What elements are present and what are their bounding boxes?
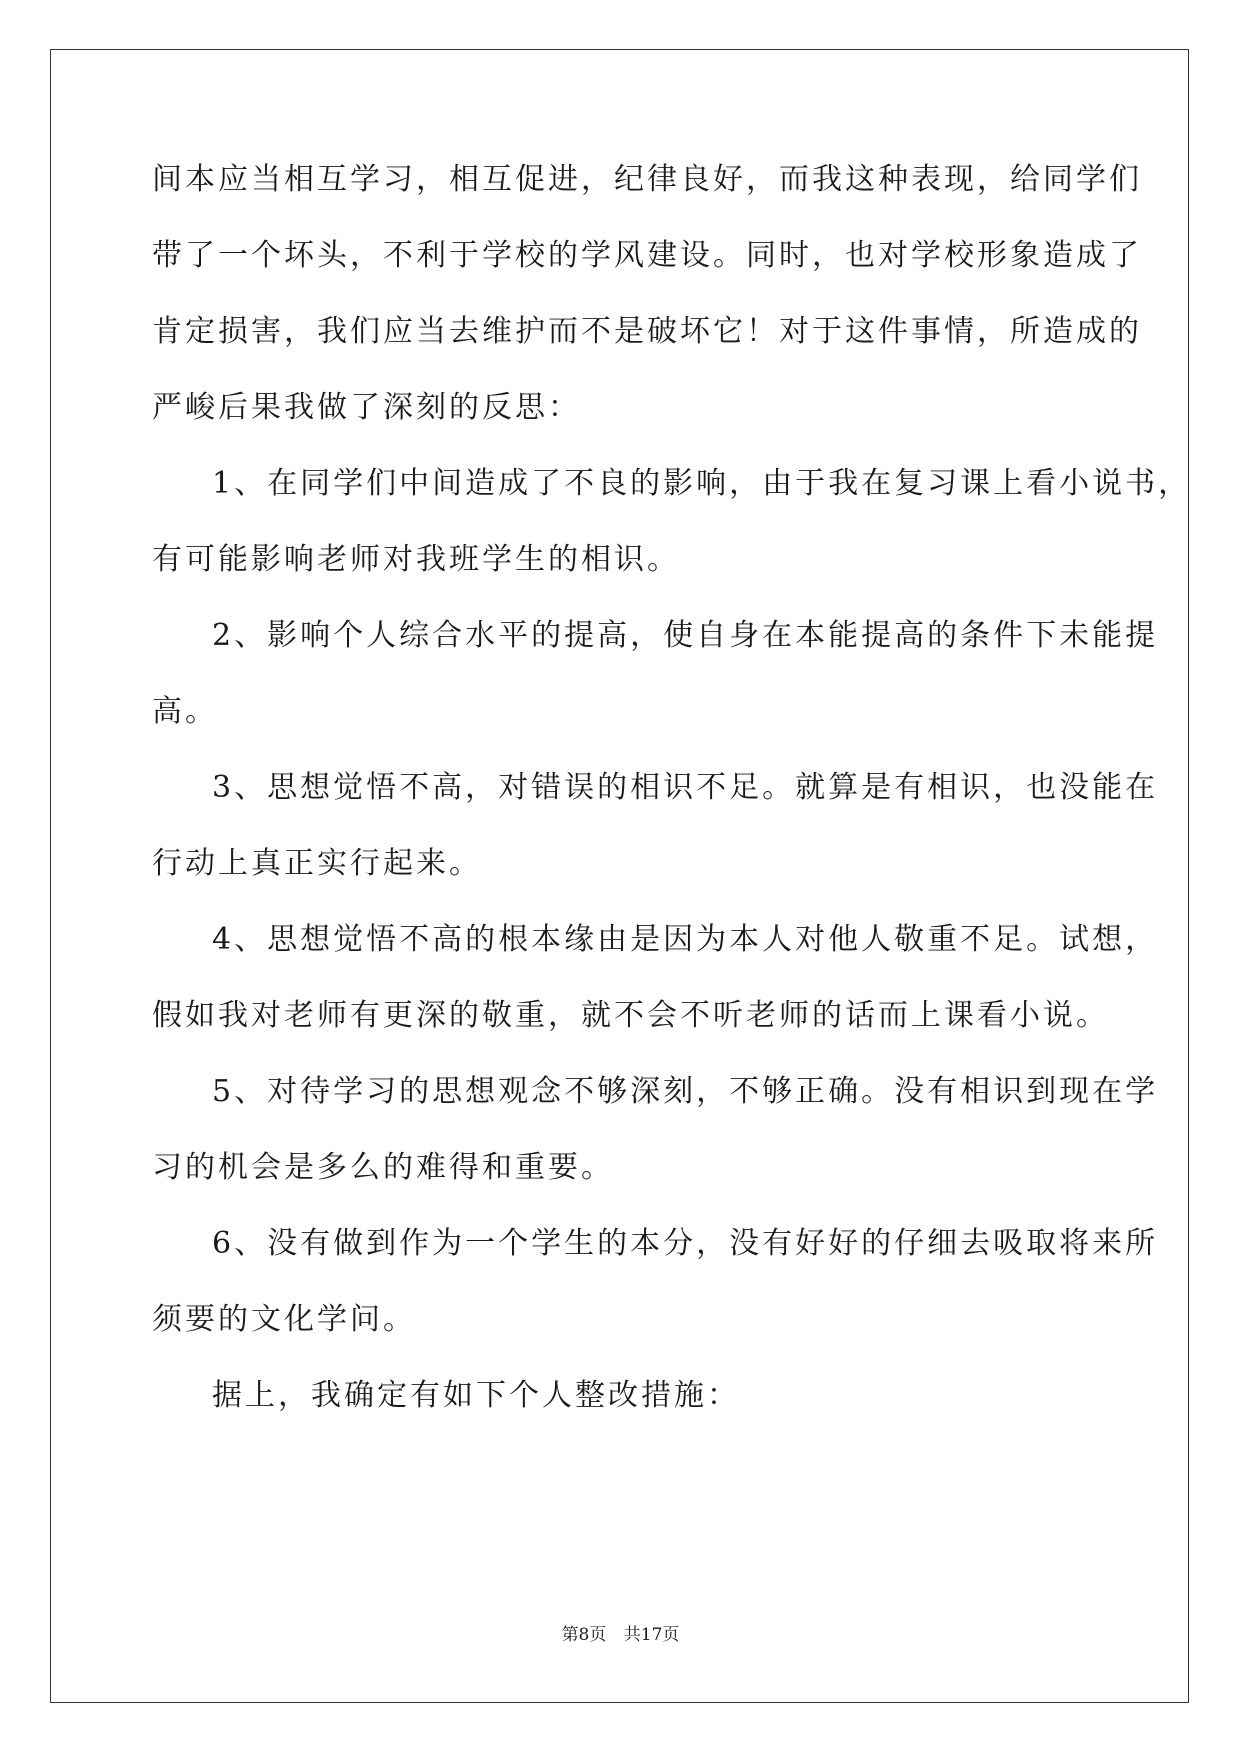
text-line: 习的机会是多么的难得和重要。: [152, 1150, 614, 1185]
text-line: 带了一个坏头，不利于学校的学风建设。同时，也对学校形象造成了: [152, 238, 1142, 273]
page-footer: [0, 1620, 1241, 1645]
text-line: 2、影响个人综合水平的提高，使自身在本能提高的条件下未能提: [212, 618, 1159, 653]
text-line: 3、思想觉悟不高，对错误的相识不足。就算是有相识，也没能在: [212, 770, 1159, 805]
text-line: 须要的文化学问。: [152, 1302, 416, 1337]
text-line: 高。: [152, 694, 218, 729]
page-number: 第8页: [561, 1625, 607, 1645]
text-line: 间本应当相互学习，相互促进，纪律良好，而我这种表现，给同学们: [152, 162, 1142, 197]
text-line: 有可能影响老师对我班学生的相识。: [152, 542, 680, 577]
text-line: 4、思想觉悟不高的根本缘由是因为本人对他人敬重不足。试想，: [212, 922, 1159, 957]
text-line: 1、在同学们中间造成了不良的影响，由于我在复习课上看小说书，: [212, 466, 1192, 501]
text-line: 据上，我确定有如下个人整改措施：: [212, 1378, 740, 1413]
text-line: 肯定损害，我们应当去维护而不是破坏它！对于这件事情，所造成的: [152, 314, 1142, 349]
page-total: 共17页: [623, 1625, 680, 1645]
text-line: 6、没有做到作为一个学生的本分，没有好好的仔细去吸取将来所: [212, 1226, 1159, 1261]
text-line: 行动上真正实行起来。: [152, 846, 482, 881]
text-line: 5、对待学习的思想观念不够深刻，不够正确。没有相识到现在学: [212, 1074, 1159, 1109]
text-line: 严峻后果我做了深刻的反思：: [152, 390, 581, 425]
text-line: 假如我对老师有更深的敬重，就不会不听老师的话而上课看小说。: [152, 998, 1109, 1033]
